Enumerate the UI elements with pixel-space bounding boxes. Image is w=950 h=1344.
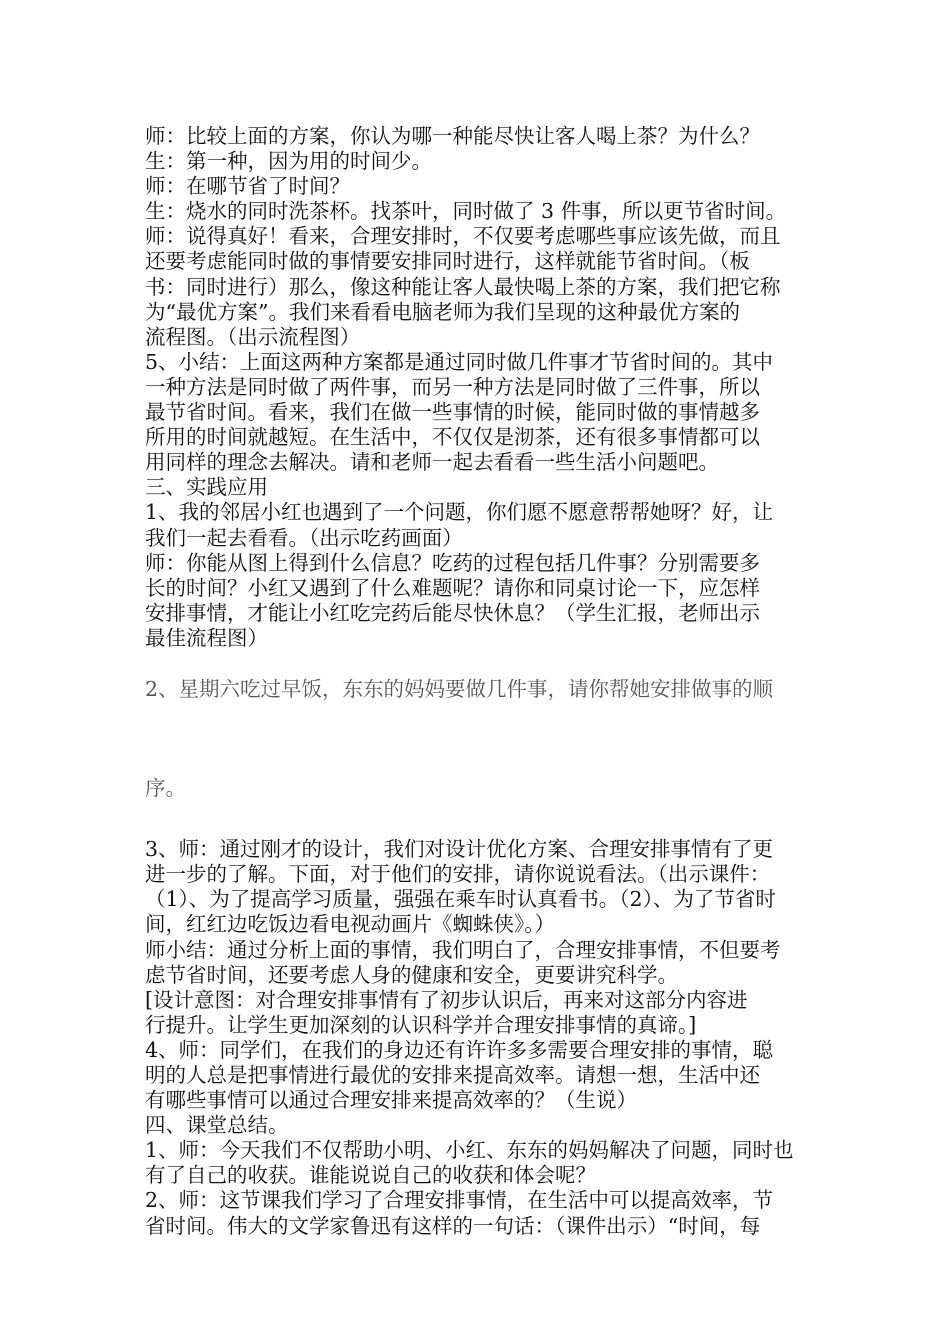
text-line: 为“最优方案”。我们来看看电脑老师为我们呈现的这种最优方案的	[145, 299, 740, 324]
text-line: 师：说得真好！看来，合理安排时，不仅要考虑哪些事应该先做，而且	[145, 224, 781, 249]
text-line: 生：烧水的同时洗茶杯。找茶叶，同时做了 3 件事，所以更节省时间。	[145, 199, 787, 224]
spacer	[145, 702, 810, 776]
text-line: 1、师：今天我们不仅帮助小明、小红、东东的妈妈解决了问题，同时也	[145, 1138, 794, 1163]
text-line: 省时间。伟大的文学家鲁迅有这样的一句话：（课件出示）“时间，每	[145, 1213, 761, 1238]
text-line: 有哪些事情可以通过合理安排来提高效率的？（生说）	[145, 1088, 637, 1113]
text-line: 明的人总是把事情进行最优的安排来提高效率。请想一想，生活中还	[145, 1063, 760, 1087]
spacer	[145, 801, 810, 837]
text-line: 4、师：同学们，在我们的身边还有许许多多需要合理安排的事情，聪	[145, 1037, 774, 1062]
text-line: 最佳流程图）	[145, 625, 268, 650]
text-line: 行提升。让学生更加深刻的认识科学并合理安排事情的真谛。]	[145, 1012, 697, 1037]
text-line: 长的时间？小红又遇到了什么难题呢？请你和同桌讨论一下，应怎样	[145, 575, 760, 600]
text-line: 师：在哪节省了时间？	[145, 174, 350, 199]
document-body	[145, 124, 810, 1239]
text-line: 间，红红边吃饭边看电视动画片《蜘蛛侠》。）	[145, 912, 555, 937]
text-block-lesson-dialogue	[145, 124, 810, 651]
text-line: 2、师：这节课我们学习了合理安排事情，在生活中可以提高效率，节	[145, 1188, 774, 1213]
text-line: 用同样的理念去解决。请和老师一起去看看一些生活小问题吧。	[145, 450, 719, 475]
text-line: 一种方法是同时做了两件事，而另一种方法是同时做了三件事，所以	[145, 374, 760, 399]
text-line: 安排事情，才能让小红吃完药后能尽快休息？（学生汇报，老师出示	[145, 600, 760, 625]
paragraph-2-line-2: 序。	[145, 776, 186, 801]
text-line: 所用的时间就越短。在生活中，不仅仅是沏茶，还有很多事情都可以	[145, 425, 760, 450]
spacer	[145, 651, 810, 677]
text-line: 师：比较上面的方案，你认为哪一种能尽快让客人喝上茶？为什么？	[145, 124, 760, 148]
text-line: 三、实践应用	[145, 475, 268, 500]
text-line: 生：第一种，因为用的时间少。	[145, 149, 432, 174]
text-line: 书：同时进行）那么，像这种能让客人最快喝上茶的方案，我们把它称	[145, 274, 781, 299]
text-line: 师：你能从图上得到什么信息？吃药的过程包括几件事？分别需要多	[145, 550, 760, 575]
text-line: 1、我的邻居小红也遇到了一个问题，你们愿不愿意帮帮她呀？好，让	[145, 500, 774, 525]
text-line: 还要考虑能同时做的事情要安排同时进行，这样就能节省时间。（板	[145, 249, 750, 274]
text-line: 师小结：通过分析上面的事情，我们明白了，合理安排事情，不但要考	[145, 937, 781, 962]
paragraph-2-line-1: 2、星期六吃过早饭，东东的妈妈要做几件事，请你帮她安排做事的顺	[145, 676, 774, 701]
text-line: 四、课堂总结。	[145, 1113, 289, 1138]
text-line: 虑节省时间，还要考虑人身的健康和安全，更要讲究科学。	[145, 962, 678, 987]
text-block-lesson-summary	[145, 837, 810, 1239]
text-line: 有了自己的收获。谁能说说自己的收获和体会呢？	[145, 1163, 596, 1188]
text-line: [设计意图：对合理安排事情有了初步认识后，再来对这部分内容进	[145, 987, 748, 1012]
text-line: 进一步的了解。下面，对于他们的安排，请你说说看法。（出示课件：	[145, 862, 771, 887]
text-line: 流程图。（出示流程图）	[145, 324, 361, 349]
text-line: （1）、为了提高学习质量，强强在乘车时认真看书。（2）、为了节省时	[145, 887, 776, 912]
text-line: 我们一起去看看。（出示吃药画面）	[145, 525, 463, 550]
text-line: 5、小结：上面这两种方案都是通过同时做几件事才节省时间的。其中	[145, 349, 774, 374]
text-line: 最节省时间。看来，我们在做一些事情的时候，能同时做的事情越多	[145, 400, 760, 425]
text-line: 3、师：通过刚才的设计，我们对设计优化方案、合理安排事情有了更	[145, 837, 774, 862]
